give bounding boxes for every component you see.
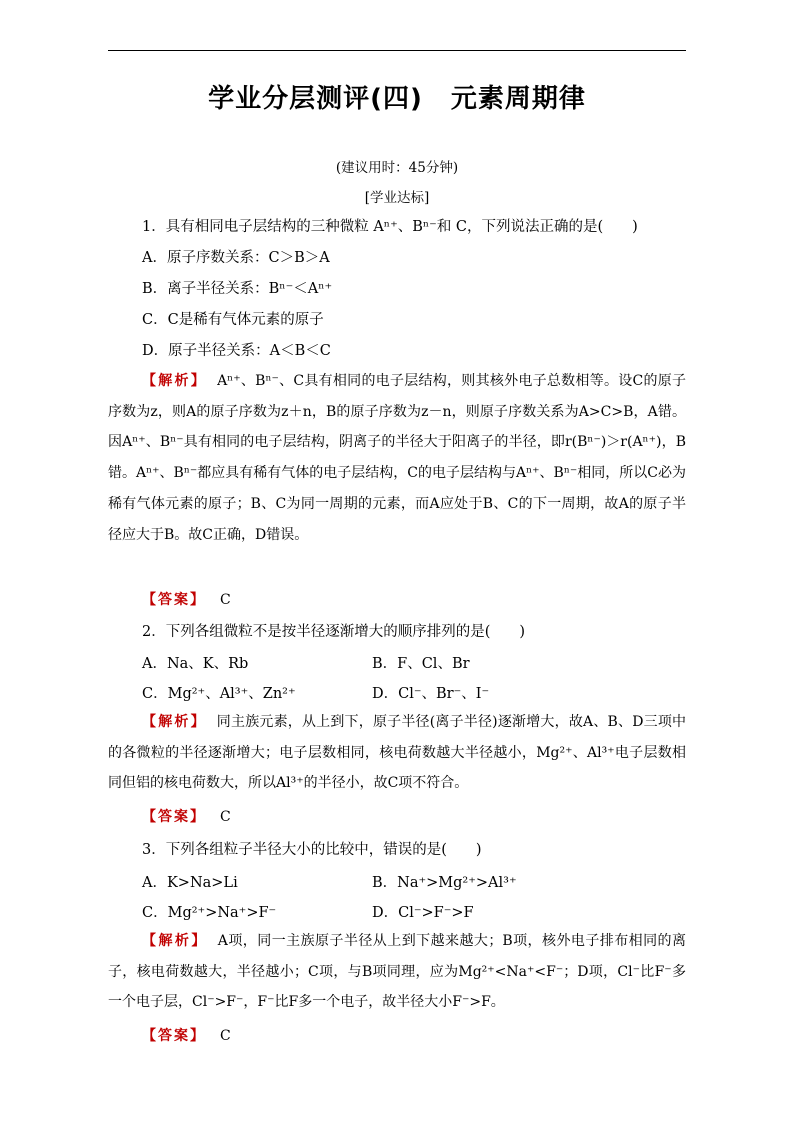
q2-option-d: D．Cl⁻、Br⁻、I⁻	[372, 686, 490, 702]
q2-option-c: C．Mg²⁺、Al³⁺、Zn²⁺	[142, 686, 296, 702]
q1-analysis	[108, 366, 686, 550]
q3-answer-label: 【答案】	[142, 1028, 206, 1044]
q3-stem: 3．下列各组粒子半径大小的比较中，错误的是( )	[142, 842, 482, 858]
q1-stem: 1．具有相同电子层结构的三种微粒 Aⁿ⁺、Bⁿ⁻和 C，下列说法正确的是( )	[142, 219, 638, 235]
q3-option-a: A．K>Na>Li	[142, 875, 238, 891]
q2-stem: 2．下列各组微粒不是按半径逐渐增大的顺序排列的是( )	[142, 624, 526, 640]
q1-option-d: D．原子半径关系：A＜B＜C	[142, 343, 331, 359]
q1-option-c: C．C是稀有气体元素的原子	[142, 312, 324, 328]
q1-option-b: B．离子半径关系：Bⁿ⁻＜Aⁿ⁺	[142, 281, 333, 297]
q3-analysis-text: A项，同一主族原子半径从上到下越来越大；B项，核外电子排布相同的离子，核电荷数越大，半径越小；C项，与B项同理，应为Mg²⁺<Na⁺<F⁻；D项，Cl⁻比F⁻多一个电子层，Cl⁻>F⁻，F⁻比F多一个电子，故半径大小F⁻>F。	[108, 933, 687, 1011]
q3-analysis-label: 【解析】	[142, 933, 208, 949]
header-rule	[108, 50, 686, 51]
q2-analysis	[108, 707, 686, 799]
q2-analysis-text: 同主族元素，从上到下，原子半径(离子半径)逐渐增大，故A、B、D三项中的各微粒的半径逐渐增大；电子层数相同，核电荷数越大半径越小，Mg²⁺、Al³⁺电子层数相同但铝的核电荷数大，所以Al³⁺的半径小，故C项不符合。	[108, 714, 687, 792]
q3-option-d: D．Cl⁻>F⁻>F	[372, 905, 474, 921]
q2-answer	[142, 806, 231, 826]
q2-option-a: A．Na、K、Rb	[142, 656, 249, 672]
time-note: (建议用时：45分钟)	[335, 160, 459, 176]
q2-option-b: B．F、Cl、Br	[372, 656, 470, 672]
q1-analysis-label: 【解析】	[142, 373, 208, 389]
q3-answer-value: C	[220, 1028, 231, 1044]
section-heading: [学业达标]	[364, 190, 430, 206]
q1-answer-value: C	[220, 592, 231, 608]
page-title	[0, 78, 794, 115]
q2-analysis-label: 【解析】	[142, 714, 207, 730]
q3-answer	[142, 1025, 231, 1045]
q1-analysis-text: Aⁿ⁺、Bⁿ⁻、C具有相同的电子层结构，则其核外电子总数相等。设C的原子序数为z，则A的原子序数为z＋n，B的原子序数为z－n，则原子序数关系为A>C>B，A错。因Aⁿ⁺、Bⁿ⁻具有相同的电子层结构，阴离子的半径大于阳离子的半径，即r(Bⁿ⁻)＞r(Aⁿ⁺)，B错。Aⁿ⁺、Bⁿ⁻都应具有稀有气体的电子层结构，C的电子层结构与Aⁿ⁺、Bⁿ⁻相同，所以C必为稀有气体元素的原子；B、C为同一周期的元素，而A应处于B、C的下一周期，故A的原子半径应大于B。故C正确，D错误。	[108, 373, 687, 543]
q1-option-a: A．原子序数关系：C＞B＞A	[142, 250, 330, 266]
title-main: 学业分层测评(四)	[208, 84, 423, 114]
q2-answer-value: C	[220, 809, 231, 825]
q2-answer-label: 【答案】	[142, 809, 206, 825]
q3-option-c: C．Mg²⁺>Na⁺>F⁻	[142, 905, 277, 921]
q3-analysis	[108, 926, 686, 1018]
q1-answer-label: 【答案】	[142, 592, 206, 608]
q3-option-b: B．Na⁺>Mg²⁺>Al³⁺	[372, 875, 517, 891]
title-topic: 元素周期律	[450, 84, 586, 114]
q1-answer	[142, 589, 231, 609]
